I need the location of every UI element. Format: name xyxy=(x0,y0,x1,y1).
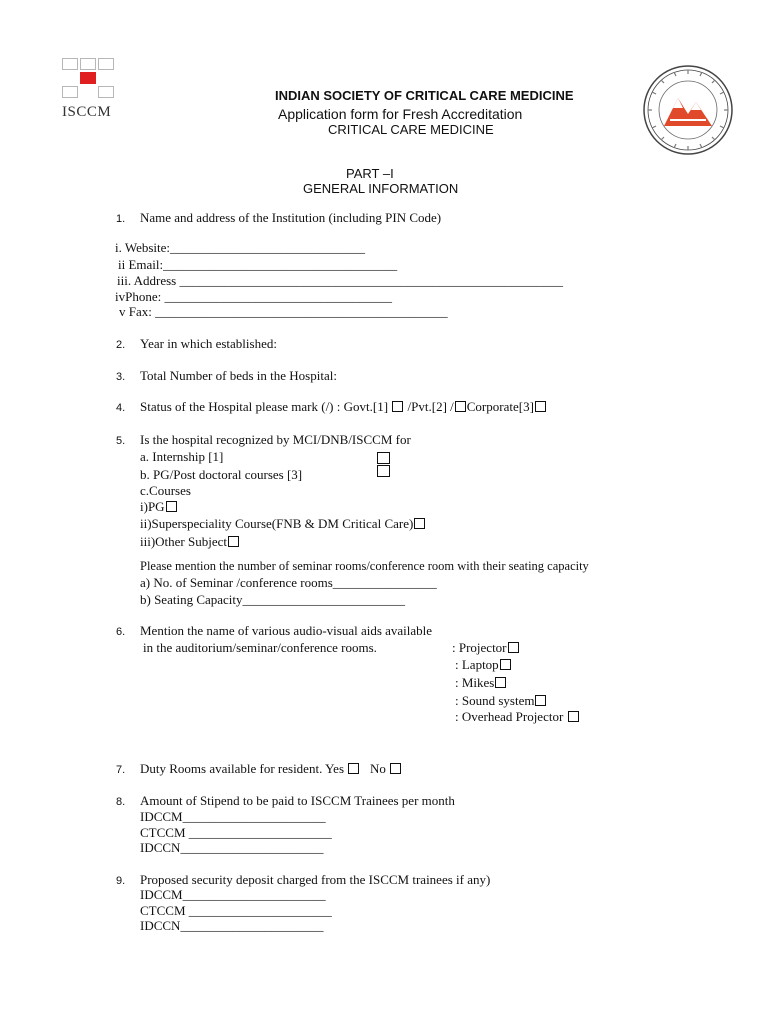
q1-text: Name and address of the Institution (including PIN Code) xyxy=(140,210,442,225)
q7-no: No xyxy=(370,761,386,776)
pvt-checkbox[interactable] xyxy=(455,401,466,412)
q7-number: 7. xyxy=(116,764,126,776)
email-field[interactable]: ii Email:____________________________________ xyxy=(118,257,398,272)
internship-checkbox[interactable] xyxy=(377,452,390,464)
org-name: INDIAN SOCIETY OF CRITICAL CARE MEDICINE xyxy=(275,88,574,103)
stipend-idccn-field[interactable]: IDCCN______________________ xyxy=(140,840,324,855)
projector-checkbox[interactable] xyxy=(508,642,519,653)
college-seal-icon xyxy=(640,64,736,156)
aid-sound-system-label: : Sound system xyxy=(455,693,535,708)
q5-internship: a. Internship [1] xyxy=(140,449,224,464)
other-subject-checkbox[interactable] xyxy=(228,536,239,547)
q5-other: iii)Other Subject xyxy=(140,534,228,549)
q5-number: 5. xyxy=(116,435,126,447)
aid-laptop-label: : Laptop xyxy=(455,657,499,672)
corporate-checkbox[interactable] xyxy=(535,401,546,412)
q2-number: 2. xyxy=(116,339,126,351)
phone-field[interactable]: ivPhone: ___________________________________ xyxy=(115,289,392,304)
aid-mikes-label: : Mikes xyxy=(455,675,495,690)
duty-no-checkbox[interactable] xyxy=(390,763,401,774)
q5-courses: c.Courses xyxy=(140,483,191,498)
q5-text: Is the hospital recognized by MCI/DNB/ISCCM for xyxy=(140,432,411,447)
q4-pvt: /Pvt.[2] / xyxy=(407,399,454,414)
govt-checkbox[interactable] xyxy=(392,401,403,412)
q5-pg: i)PG xyxy=(140,499,165,514)
q3-text: Total Number of beds in the Hospital: xyxy=(140,368,337,383)
q4-number: 4. xyxy=(116,402,126,414)
q6-number: 6. xyxy=(116,626,126,638)
q8-text: Amount of Stipend to be paid to ISCCM Trainees per month xyxy=(140,793,455,808)
q4-corp: Corporate[3] xyxy=(466,399,534,414)
pg-courses-checkbox[interactable] xyxy=(377,465,390,477)
fax-field[interactable]: v Fax: _____________________________________________ xyxy=(119,304,448,319)
q4-line xyxy=(140,399,547,415)
section-heading: GENERAL INFORMATION xyxy=(303,181,459,196)
pg-checkbox[interactable] xyxy=(166,501,177,512)
logo-text: ISCCM xyxy=(62,104,112,120)
laptop-checkbox[interactable] xyxy=(500,659,511,670)
stipend-idccm-field[interactable]: IDCCM______________________ xyxy=(140,809,326,824)
deposit-idccn-field[interactable]: IDCCN______________________ xyxy=(140,918,324,933)
aid-laptop xyxy=(455,657,512,673)
q9-number: 9. xyxy=(116,875,126,887)
q4-text: Status of the Hospital please mark (/) : Govt.[1] xyxy=(140,399,389,414)
q6-text: Mention the name of various audio-visual aids available xyxy=(140,623,433,638)
q5-pg-courses: b. PG/Post doctoral courses [3] xyxy=(140,467,303,482)
q7-text: Duty Rooms available for resident. Yes xyxy=(140,761,345,776)
seminar-intro: Please mention the number of seminar rooms/conference room with their seating capacity xyxy=(140,559,589,573)
isccm-logo xyxy=(48,48,146,124)
superspeciality-checkbox[interactable] xyxy=(414,518,425,529)
q6-text2: in the auditorium/seminar/conference rooms. xyxy=(143,640,377,655)
aid-projector-label: : Projector xyxy=(452,640,507,655)
overhead-projector-checkbox[interactable] xyxy=(568,711,579,722)
part-heading: PART –I xyxy=(346,166,394,181)
seating-capacity-field[interactable]: b) Seating Capacity_________________________ xyxy=(140,592,406,607)
aid-overhead-projector-label: : Overhead Projector xyxy=(455,709,564,724)
sound-system-checkbox[interactable] xyxy=(535,695,546,706)
q5-superspeciality: ii)Superspeciality Course(FNB & DM Critical Care) xyxy=(140,516,414,531)
q3-number: 3. xyxy=(116,371,126,383)
aid-sound-system xyxy=(455,693,547,709)
deposit-idccm-field[interactable]: IDCCM______________________ xyxy=(140,887,326,902)
q8-number: 8. xyxy=(116,796,126,808)
q5-superspeciality-line xyxy=(140,516,426,532)
aid-mikes xyxy=(455,675,507,691)
duty-yes-checkbox[interactable] xyxy=(348,763,359,774)
aid-projector xyxy=(452,640,520,656)
aid-overhead-projector xyxy=(455,709,580,725)
mikes-checkbox[interactable] xyxy=(495,677,506,688)
form-title: Application form for Fresh Accreditation xyxy=(278,106,523,122)
q9-text: Proposed security deposit charged from the ISCCM trainees if any) xyxy=(140,872,491,887)
q5-pg-line xyxy=(140,499,178,515)
q5-other-line xyxy=(140,534,240,550)
seminar-rooms-field[interactable]: a) No. of Seminar /conference rooms________________ xyxy=(140,575,437,590)
q7-line xyxy=(140,761,402,777)
q1-number: 1. xyxy=(116,213,126,225)
address-field[interactable]: iii. Address ___________________________________________________________ xyxy=(117,273,563,288)
subject-title: CRITICAL CARE MEDICINE xyxy=(328,122,494,137)
stipend-ctccm-field[interactable]: CTCCM ______________________ xyxy=(140,825,332,840)
q2-text: Year in which established: xyxy=(140,336,277,351)
deposit-ctccm-field[interactable]: CTCCM ______________________ xyxy=(140,903,332,918)
website-field[interactable]: i. Website:______________________________ xyxy=(115,240,366,255)
